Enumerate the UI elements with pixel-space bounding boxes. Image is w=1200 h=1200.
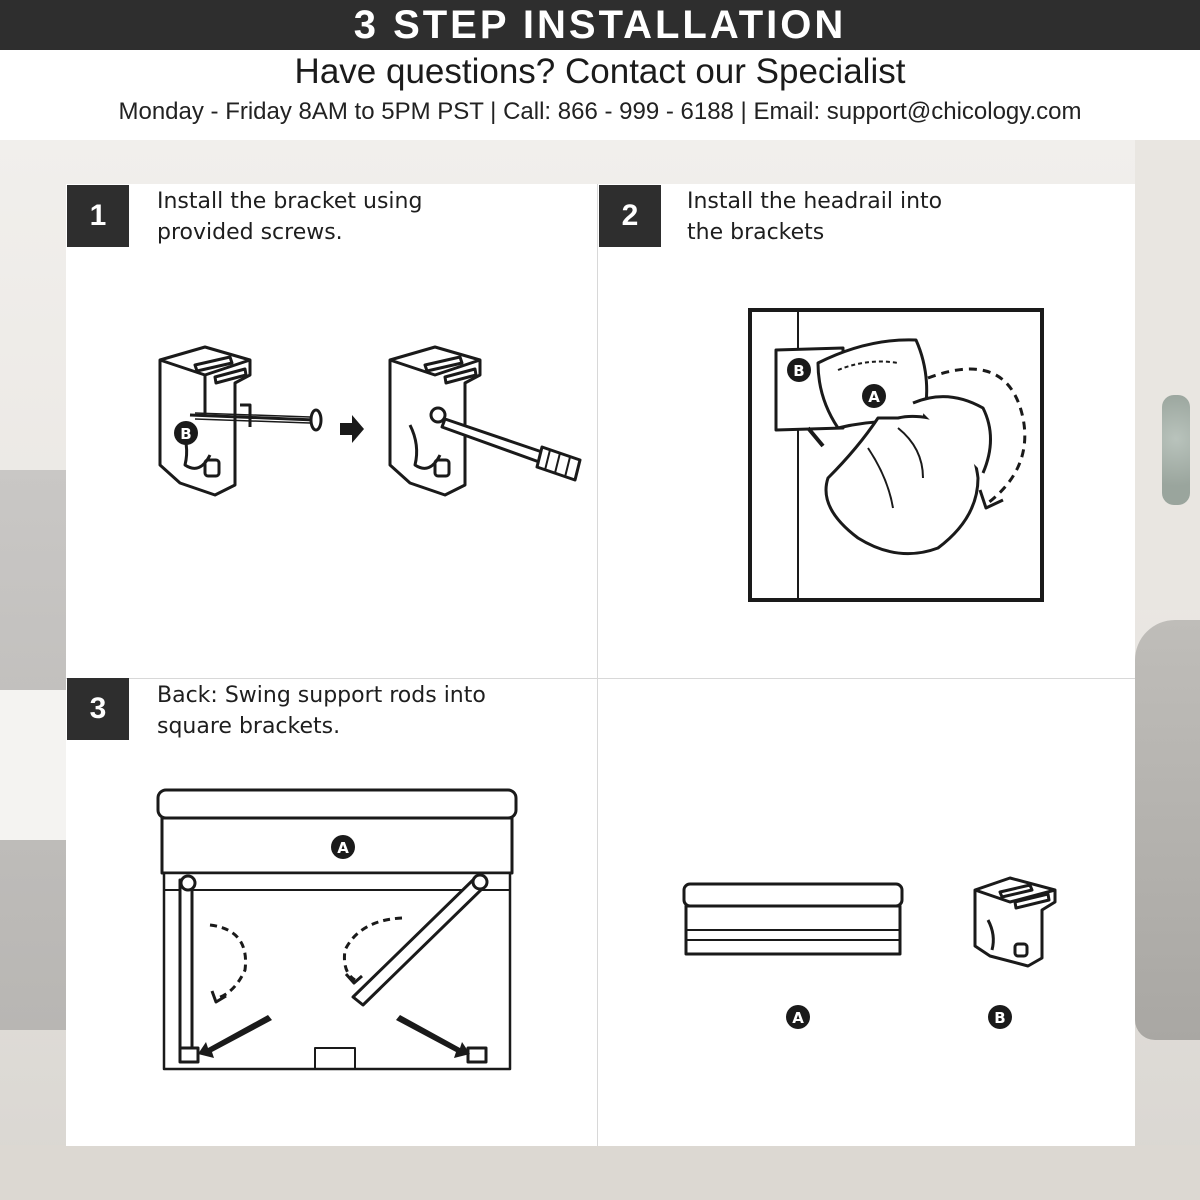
page-title: 3 STEP INSTALLATION <box>353 2 847 47</box>
step-3-badge: 3 <box>67 678 129 740</box>
header-bar <box>0 0 1200 50</box>
headrail-top <box>158 790 516 818</box>
step-2-text <box>687 186 1067 248</box>
label-a-text: A <box>792 1009 804 1027</box>
bracket-icon-right <box>390 347 480 495</box>
label-a-text: A <box>868 388 880 406</box>
contact-details: Monday - Friday 8AM to 5PM PST | Call: 866 - 999 - 6188 | Email: support@chicology.com <box>118 98 1082 125</box>
label-b-text: B <box>180 425 192 443</box>
label-b-text: B <box>793 362 805 380</box>
label-b-text: B <box>994 1009 1006 1027</box>
step-1-illustration <box>150 335 590 505</box>
headrail-part-icon <box>684 884 902 954</box>
grid-divider-vertical <box>597 184 598 1146</box>
background-shelf <box>1135 140 1200 610</box>
background-chair <box>1135 620 1200 1040</box>
parts-illustration <box>670 870 1070 1040</box>
step-3-line-2: square brackets. <box>157 714 341 739</box>
step-1-line-2: provided screws. <box>157 220 343 245</box>
arrow-right-icon <box>340 415 364 443</box>
contact-heading: Have questions? Contact our Specialist <box>294 52 906 91</box>
label-a-text: A <box>337 839 349 857</box>
step-2-illustration <box>748 308 1046 604</box>
step-1-line-1: Install the bracket using <box>157 189 423 214</box>
step-2-badge: 2 <box>599 185 661 247</box>
step-1-badge: 1 <box>67 185 129 247</box>
step-2-line-2: the brackets <box>687 220 825 245</box>
step-3-line-1: Back: Swing support rods into <box>157 683 486 708</box>
step-3-illustration <box>150 780 530 1080</box>
support-rod-left <box>180 880 192 1055</box>
step-3-text <box>157 680 577 742</box>
grid-divider-horizontal <box>66 678 1135 679</box>
background-side-table <box>0 690 66 840</box>
background-floor <box>0 1145 1200 1200</box>
step-1-text <box>157 186 537 248</box>
bracket-part-icon <box>975 878 1055 966</box>
step-2-line-1: Install the headrail into <box>687 189 943 214</box>
background-vase <box>1162 395 1190 505</box>
contact-section <box>0 50 1200 140</box>
